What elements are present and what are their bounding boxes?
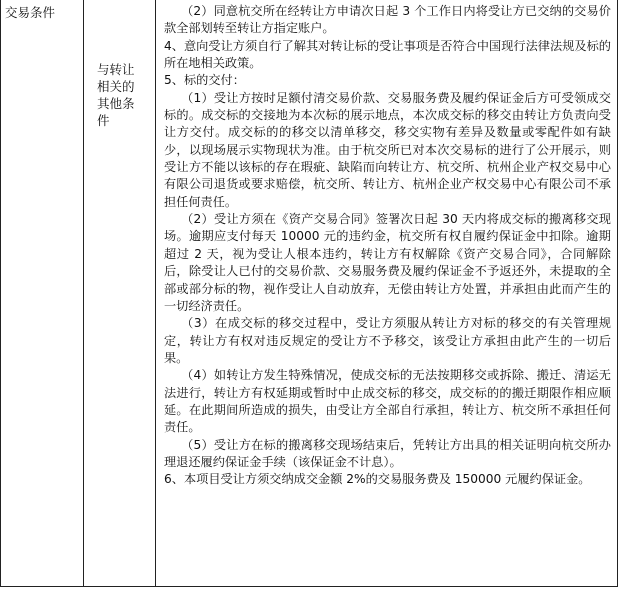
subcategory-cell xyxy=(84,0,156,587)
paragraph-delivery-1: （1）受让方按时足额付清交易价款、交易服务费及履约保证金后方可受领成交标的。成交标的交接地为本次标的展示地点，本次成交标的移交由转让方负责向受让方交付。成交标的的移交以清单移交，移交实物有差异及数量或零配件如有缺少，以现场展示实物现状为准。由于杭交所已对本次交易标的进行了公开展示，则受让方不能以该标的存在瑕疵、缺陷而向转让方、杭交所、杭州企业产权交易中心有限公司退货或要求赔偿，杭交所、转让方、杭州企业产权交易中心有限公司不承担任何责任。 xyxy=(164,90,611,209)
paragraph-delivery-4: （4）如转让方发生特殊情况，使成交标的无法按期移交或拆除、搬迁、清运无法进行，转让方有权延期或暂时中止成交标的移交，成交标的的搬迁期限作相应顺延。在此期间所造成的损失，由受让方全部自行承担，转让方、杭交所不承担任何责任。 xyxy=(164,368,611,435)
paragraph-delivery-3: （3）在成交标的移交过程中，受让方须服从转让方对标的移交的有关管理规定，转让方有权对违反规定的受让方不予移交，该受让方承担由此产生的一切后果。 xyxy=(164,316,611,365)
paragraph-delivery-heading: 5、标的交付： xyxy=(164,73,245,88)
paragraph-delivery-5: （5）受让方在标的搬离移交现场结束后，凭转让方出具的相关证明向杭交所办理退还履约保证金手续（该保证金不计息）。 xyxy=(164,437,611,469)
paragraph-transfer-payment: （2）同意杭交所在经转让方申请次日起 3 个工作日内将受让方已交纳的交易价款全部划转至转让方指定账户。 xyxy=(164,4,611,36)
paragraph-delivery-2: （2）受让方须在《资产交易合同》签署次日起 30 天内将成交标的搬离移交现场。逾期应支付每天 10000 元的违约金，杭交所有权自履约保证金中扣除。逾期超过 2 天，视为受让人根本违约，转让方有权解除《资产交易合同》，合同解除后，除受让人已付的交易价款、交易服务费及履约保证金不予返还外，未提取的全部或部分标的物，视作受让人自动放弃，无偿由转让方处置，并承担由此而产生的一切经济责任。 xyxy=(164,212,611,313)
content-cell xyxy=(156,0,618,587)
paragraph-service-fee: 6、本项目受让方须交纳成交金额 2%的交易服务费及 150000 元履约保证金。 xyxy=(164,472,591,487)
category-label: 交易条件 xyxy=(5,5,56,20)
paragraph-policy-compliance: 4、意向受让方须自行了解其对转让标的受让事项是否符合中国现行法律法规及标的所在地相关政策。 xyxy=(164,38,611,71)
subcategory-label: 与转让相关的其他条件 xyxy=(97,62,135,128)
table-row xyxy=(1,0,618,587)
category-cell xyxy=(1,0,84,587)
